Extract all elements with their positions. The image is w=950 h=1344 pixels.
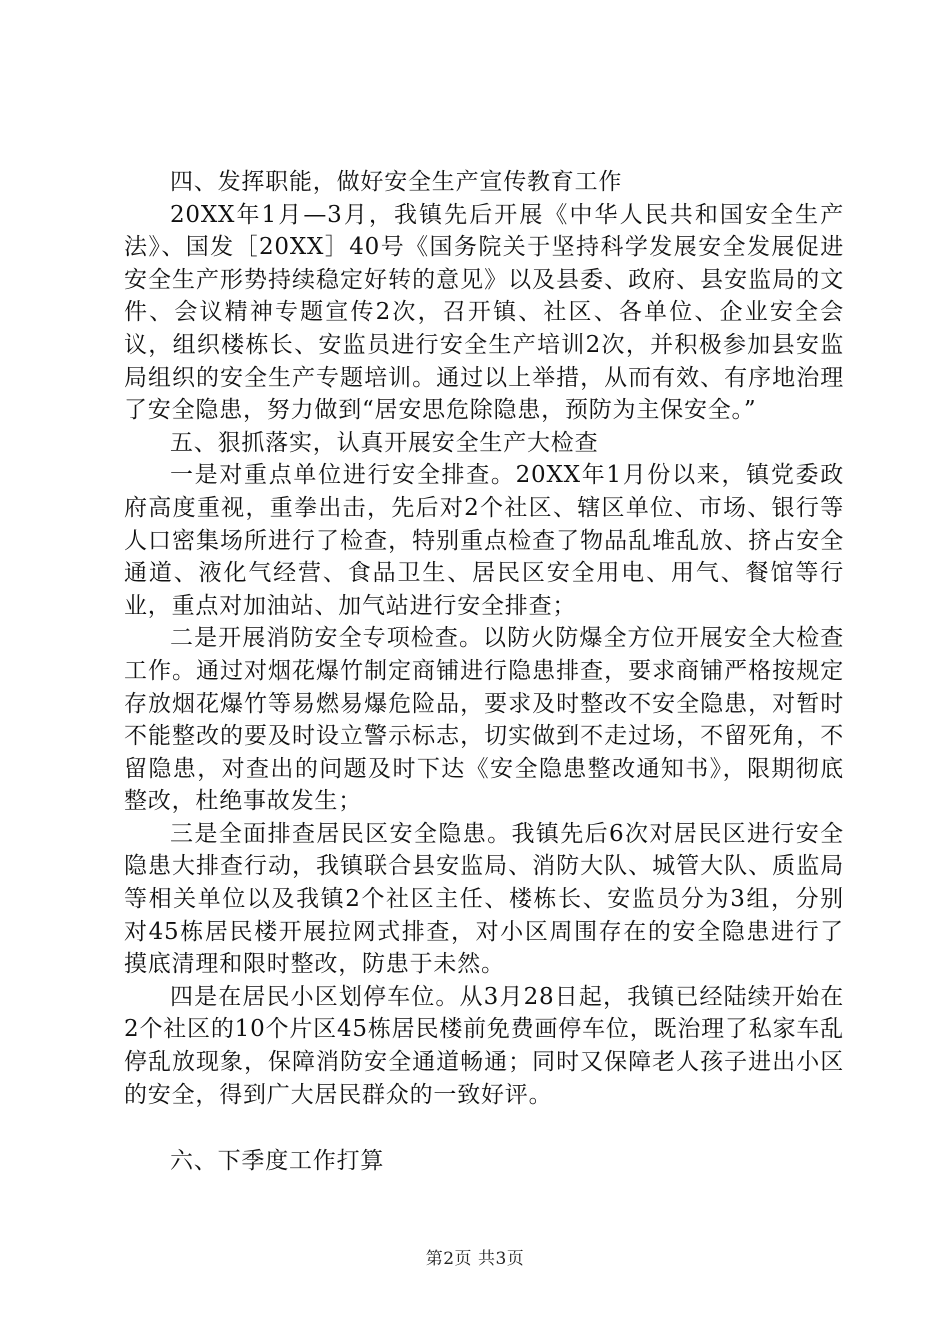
document-body	[124, 166, 844, 1178]
paragraph-fire-safety: 二是开展消防安全专项检查。以防火防爆全方位开展安全大检查工作。通过对烟花爆竹制定商铺进行隐患排查，要求商铺严格按规定存放烟花爆竹等易燃易爆危险品，要求及时整改不安全隐患，对暂时不能整改的要及时设立警示标志，切实做到不走过场，不留死角，不留隐患，对查出的问题及时下达《安全隐患整改通知书》，限期彻底整改，杜绝事故发生；	[124, 625, 844, 815]
paragraph-key-units: 一是对重点单位进行安全排查。20XX年1月份以来，镇党委政府高度重视，重拳出击，先后对2个社区、辖区单位、市场、银行等人口密集场所进行了检查，特别重点检查了物品乱堆乱放、挤占安全通道、液化气经营、食品卫生、居民区安全用电、用气、餐馆等行业，重点对加油站、加气站进行安全排查；	[124, 462, 844, 619]
section-heading-5: 五、狠抓落实，认真开展安全生产大检查	[170, 429, 599, 456]
page-footer: 第2页 共3页	[425, 1249, 525, 1269]
paragraph-residential: 三是全面排查居民区安全隐患。我镇先后6次对居民区进行安全隐患大排查行动，我镇联合县安监局、消防大队、城管大队、质监局等相关单位以及我镇2个社区主任、楼栋长、安监员分为3组，分别对45栋居民楼开展拉网式排查，对小区周围存在的安全隐患进行了摸底清理和限时整改，防患于未然。	[124, 820, 844, 978]
paragraph-parking: 四是在居民小区划停车位。从3月28日起，我镇已经陆续开始在2个社区的10个片区45栋居民楼前免费画停车位，既治理了私家车乱停乱放现象，保障消防安全通道畅通；同时又保障老人孩子进出小区的安全，得到广大居民群众的一致好评。	[124, 983, 844, 1108]
paragraph-publicity: 20XX年1月—3月，我镇先后开展《中华人民共和国安全生产法》、国发［20XX］40号《国务院关于坚持科学发展安全发展促进安全生产形势持续稳定好转的意见》以及县委、政府、县安监局的文件、会议精神专题宣传2次，召开镇、社区、各单位、企业安全会议，组织楼栋长、安监员进行安全生产培训2次，并积极参加县安监局组织的安全生产专题培训。通过以上举措，从而有效、有序地治理了安全隐患，努力做到“居安思危除隐患，预防为主保安全。”	[124, 201, 844, 424]
section-heading-4: 四、发挥职能，做好安全生产宣传教育工作	[170, 169, 623, 195]
section-heading-6: 六、下季度工作打算	[170, 1148, 385, 1175]
